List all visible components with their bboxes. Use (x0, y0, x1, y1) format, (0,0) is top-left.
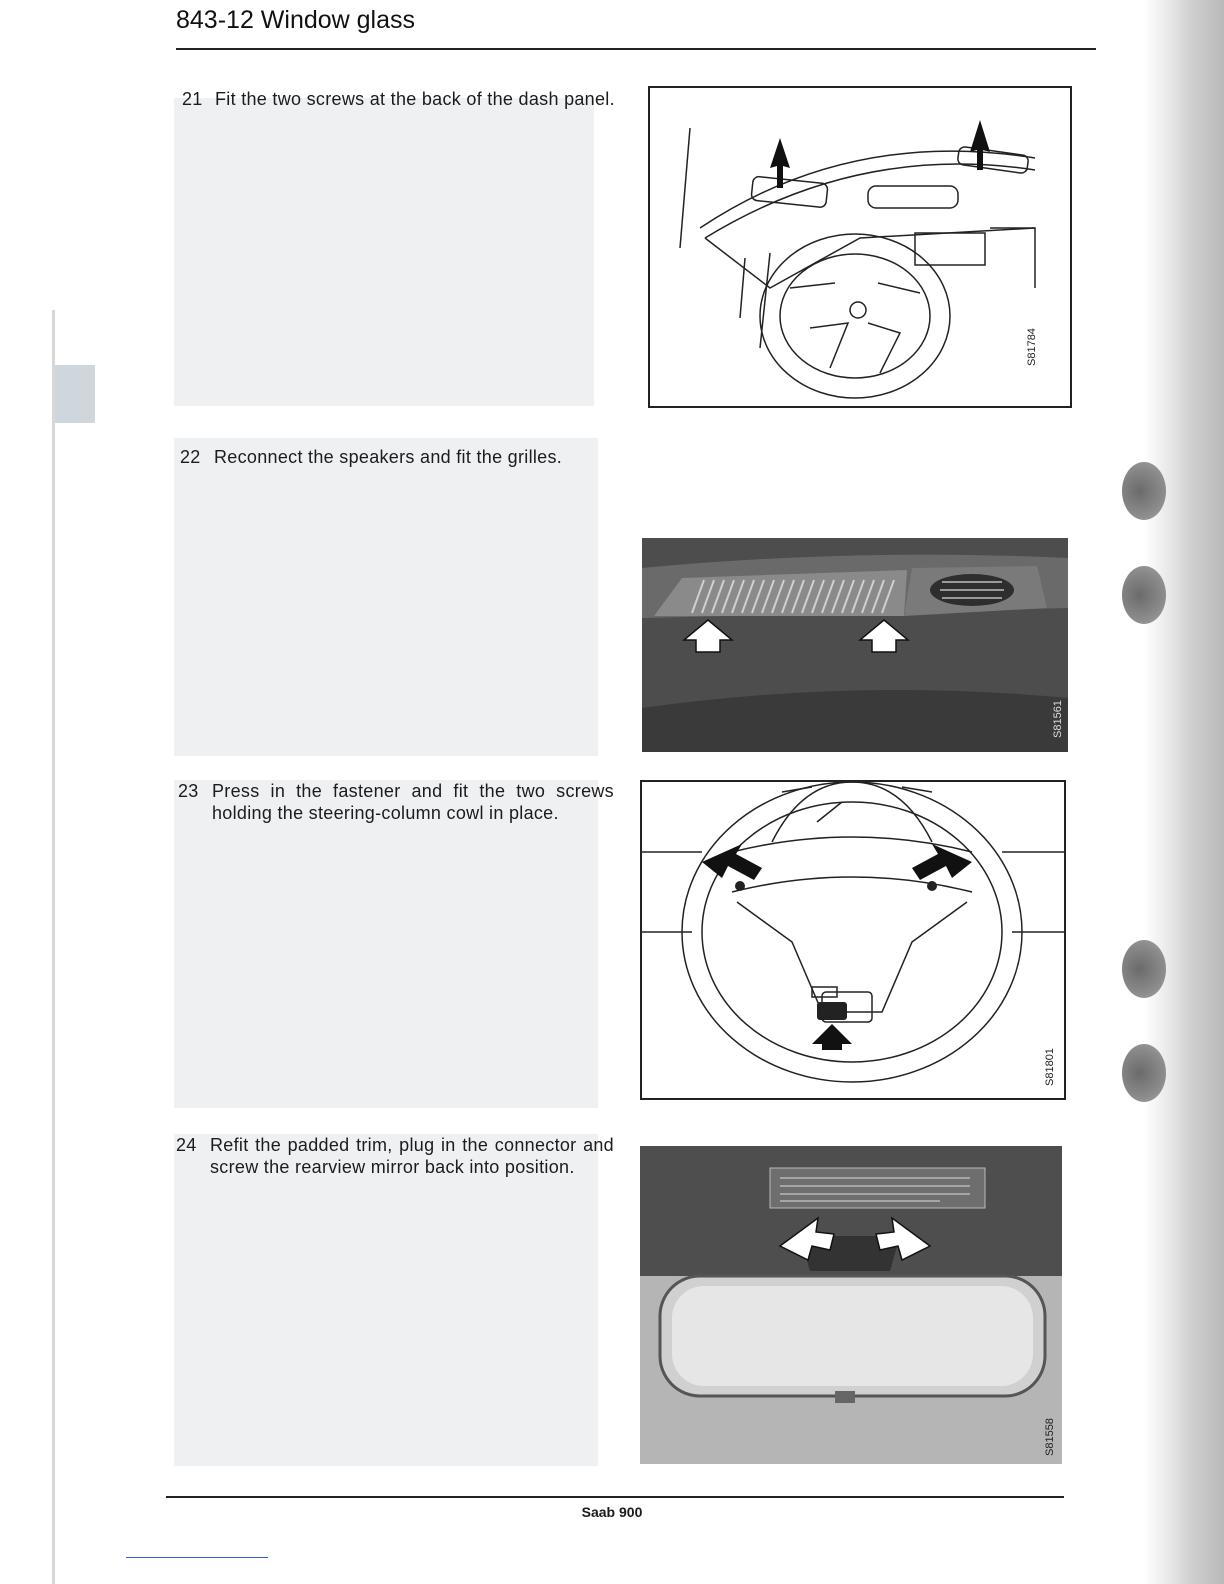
show-through-panel (174, 438, 598, 756)
speaker-grille-photo (642, 538, 1068, 752)
binder-hole (1122, 1044, 1166, 1102)
show-through-panel (174, 98, 594, 406)
step-text: Refit the padded trim, plug in the connector and screw the rearview mirror back into position. (210, 1135, 614, 1177)
step-text: Fit the two screws at the back of the dash panel. (215, 89, 615, 109)
step-number: 22 (180, 447, 201, 467)
figure-code: S81561 (1052, 700, 1064, 738)
step-text: Press in the fastener and fit the two screws holding the steering-column cowl in place. (212, 781, 614, 823)
step-number: 24 (176, 1135, 197, 1155)
footer-rule (166, 1496, 1064, 1498)
dash-panel-illustration (650, 88, 1070, 406)
show-through-panel (174, 780, 598, 1108)
steering-wheel-illustration (642, 782, 1064, 1098)
figure-speaker-grilles (642, 538, 1068, 752)
figure-rearview-mirror (640, 1146, 1062, 1464)
step-number: 23 (178, 781, 199, 801)
header-rule (176, 48, 1096, 50)
step-text: Reconnect the speakers and fit the grilles. (214, 447, 563, 467)
step-24 (176, 1134, 614, 1178)
step-23 (178, 780, 614, 824)
figure-steering-column-cowl (640, 780, 1066, 1100)
figure-code: S81558 (1044, 1418, 1056, 1456)
binder-edge (1144, 0, 1224, 1584)
step-22 (180, 446, 614, 468)
binder-hole (1122, 940, 1166, 998)
footer-model-name: Saab 900 (581, 1504, 643, 1520)
page-title: 843-12 Window glass (176, 6, 416, 34)
binder-shadow-line (52, 310, 55, 1584)
figure-code: S81801 (1044, 1048, 1056, 1086)
step-21 (182, 88, 616, 110)
rearview-mirror-photo (640, 1146, 1062, 1464)
show-through-panel (174, 1134, 598, 1466)
index-tab (55, 365, 95, 423)
binder-hole (1122, 462, 1166, 520)
step-number: 21 (182, 89, 203, 109)
binder-hole (1122, 566, 1166, 624)
figure-code: S81784 (1026, 328, 1038, 366)
figure-dash-panel-screws (648, 86, 1072, 408)
bottom-line (126, 1557, 268, 1558)
